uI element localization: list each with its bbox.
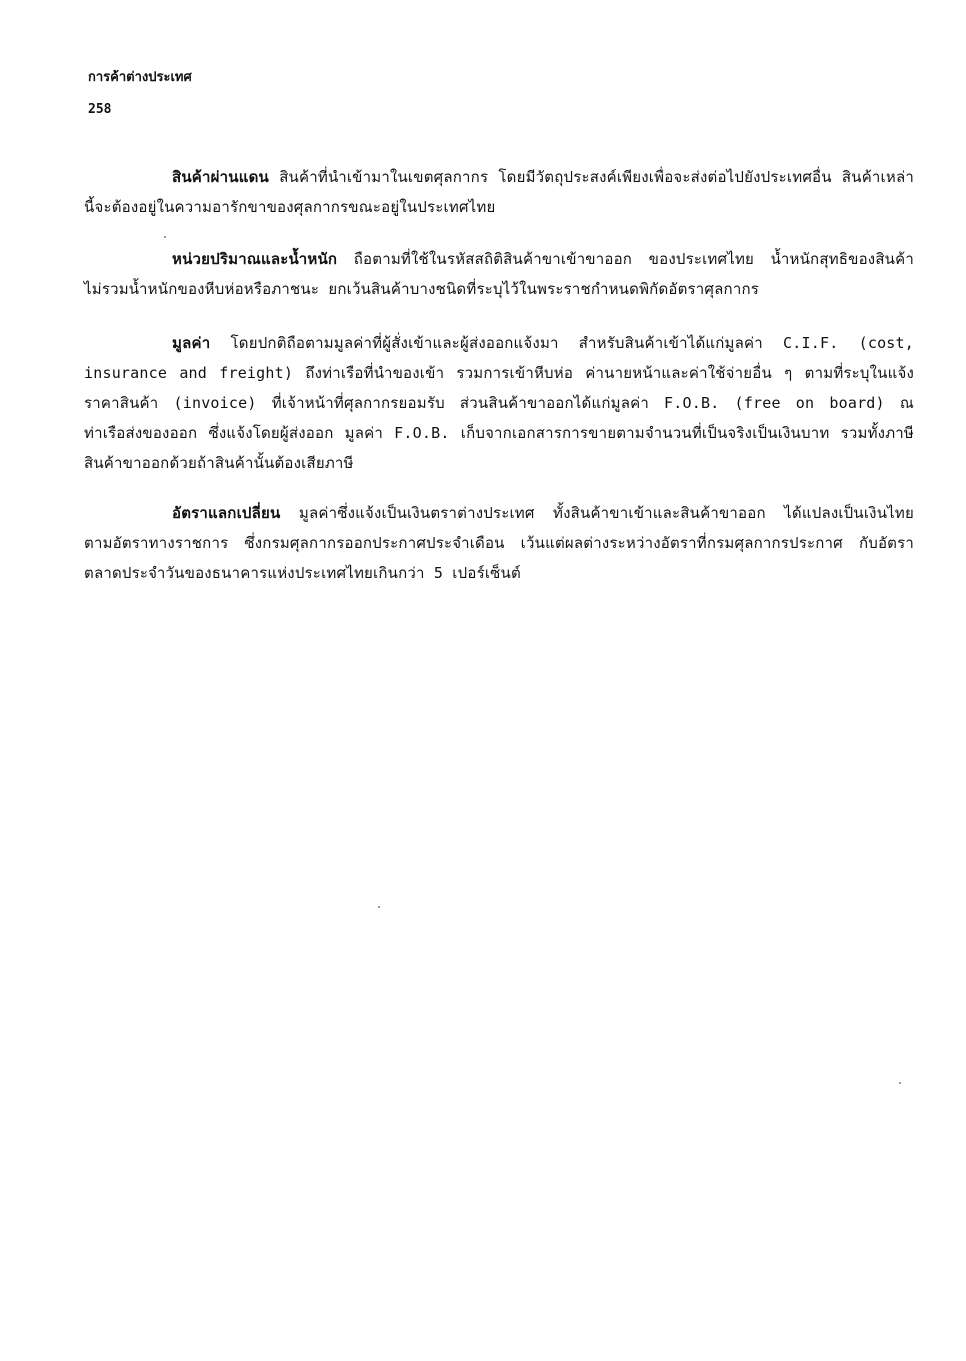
term-value: มูลค่า	[172, 334, 211, 352]
paragraph-value	[84, 328, 914, 478]
term-units-weight: หน่วยปริมาณและน้ำหนัก	[172, 250, 338, 268]
paragraph-text: มูลค่าซึ่งแจ้งเป็นเงินตราต่างประเทศ ทั้งสินค้าขาเข้าและสินค้าขาออก ได้แปลงเป็นเงินไทยตามอัตราทางราชการ ซึ่งกรมศุลกากรออกประกาศประจำเดือน เว้นแต่ผลต่างระหว่างอัตราที่กรมศุลกากรประกาศ กับอัตราตลาดประจำวันของธนาคารแห่งประเทศไทยเกินกว่า 5 เปอร์เซ็นต์	[84, 504, 914, 582]
body-text	[84, 162, 914, 610]
term-transit-goods: สินค้าผ่านแดน	[172, 168, 269, 186]
paragraph-text: โดยปกติถือตามมูลค่าที่ผู้สั่งเข้าและผู้ส่งออกแจ้งมา สำหรับสินค้าเข้าได้แก่มูลค่า C.I.F. (cost, insurance and freight) ถึงท่าเรือที่นำของเข้า รวมการเข้าหีบห่อ ค่านายหน้าและค่าใช้จ่ายอื่น ๆ ตามที่ระบุในแจ้งราคาสินค้า (invoice) ที่เจ้าหน้าที่ศุลกากรยอมรับ ส่วนสินค้าขาออกได้แก่มูลค่า F.O.B. (free on board) ณ ท่าเรือส่งของออก ซึ่งแจ้งโดยผู้ส่งออก มูลค่า F.O.B. เก็บจากเอกสารการขายตามจำนวนที่เป็นจริงเป็นเงินบาท รวมทั้งภาษีสินค้าขาออกด้วยถ้าสินค้านั้นต้องเสียภาษี	[84, 334, 914, 472]
paragraph-text: ถือตามที่ใช้ในรหัสสถิติสินค้าขาเข้าขาออก ของประเทศไทย น้ำหนักสุทธิของสินค้า ไม่รวมน้ำหนักของหีบห่อหรือภาชนะ ยกเว้นสินค้าบางชนิดที่ระบุไว้ในพระราชกำหนดพิกัดอัตราศุลกากร	[84, 250, 914, 298]
scan-speck	[164, 236, 166, 238]
paragraph-units-weight	[84, 244, 914, 304]
term-exchange-rate: อัตราแลกเปลี่ยน	[172, 504, 281, 522]
page-number: 258	[88, 102, 112, 117]
scan-speck	[899, 1082, 901, 1084]
paragraph-text: สินค้าที่นำเข้ามาในเขตศุลกากร โดยมีวัตถุประสงค์เพียงเพื่อจะส่งต่อไปยังประเทศอื่น สินค้าเหล่านี้จะต้องอยู่ในความอารักขาของศุลกากรขณะอยู่ในประเทศไทย	[84, 168, 914, 216]
paragraph-exchange-rate	[84, 498, 914, 588]
scan-speck	[378, 906, 380, 908]
running-title: การค้าต่างประเทศ	[88, 70, 192, 85]
paragraph-transit-goods	[84, 162, 914, 222]
